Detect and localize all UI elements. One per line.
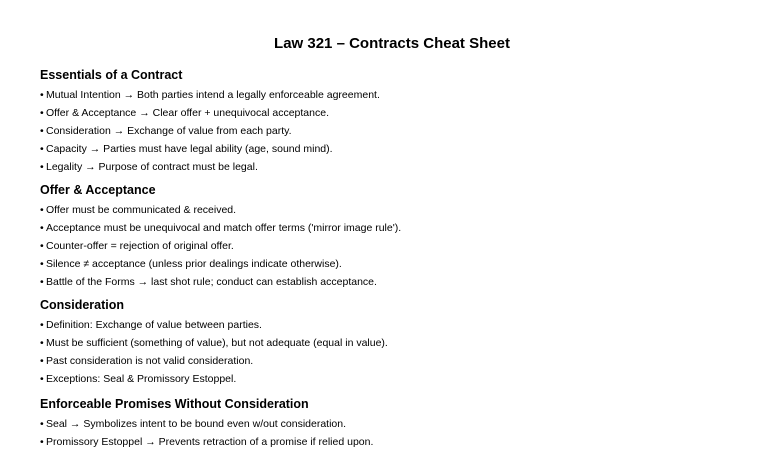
- list-item-text: Silence ≠ acceptance (unless prior dealings indicate otherwise).: [46, 258, 342, 270]
- section-heading: Enforceable Promises Without Consideration: [40, 397, 309, 411]
- list-item: [40, 201, 760, 219]
- list-item-text: Exceptions: Seal & Promissory Estoppel.: [46, 373, 237, 385]
- list-item-text: Capacity → Parties must have legal ability (age, sound mind).: [46, 143, 333, 155]
- list-item: [40, 370, 760, 388]
- list-item-text: Seal → Symbolizes intent to be bound even w/out consideration.: [46, 418, 347, 430]
- bullet-icon: •: [40, 373, 44, 385]
- bullet-icon: •: [40, 161, 44, 173]
- list-item: [40, 433, 760, 451]
- list-item: [40, 140, 760, 158]
- list-item: [40, 415, 760, 433]
- list-item-text: Past consideration is not valid consideration.: [46, 355, 254, 367]
- list-item: [40, 255, 760, 273]
- list-item-text: Counter-offer = rejection of original offer.: [46, 240, 234, 252]
- list-item: [40, 237, 760, 255]
- section-heading: Offer & Acceptance: [40, 183, 156, 197]
- list-item: [40, 352, 760, 370]
- list-item: [40, 104, 760, 122]
- list-item-text: Consideration → Exchange of value from each party.: [46, 125, 292, 137]
- bullet-icon: •: [40, 258, 44, 270]
- list-item-text: Legality → Purpose of contract must be legal.: [46, 161, 258, 173]
- bullet-list: [40, 316, 760, 388]
- list-item-text: Acceptance must be unequivocal and match offer terms ('mirror image rule').: [46, 222, 402, 234]
- list-item-text: Definition: Exchange of value between parties.: [46, 319, 262, 331]
- list-item-text: Offer must be communicated & received.: [46, 204, 237, 216]
- section-enforceable-promises: [40, 396, 760, 451]
- list-item: [40, 316, 760, 334]
- bullet-list: [40, 201, 760, 291]
- bullet-icon: •: [40, 204, 44, 216]
- list-item-text: Mutual Intention → Both parties intend a legally enforceable agreement.: [46, 89, 380, 101]
- bullet-icon: •: [40, 107, 44, 119]
- bullet-icon: •: [40, 418, 44, 430]
- document-title: Law 321 – Contracts Cheat Sheet: [274, 35, 510, 52]
- bullet-icon: •: [40, 89, 44, 101]
- section-consideration: [40, 297, 760, 388]
- bullet-icon: •: [40, 319, 44, 331]
- list-item: [40, 334, 760, 352]
- bullet-icon: •: [40, 222, 44, 234]
- bullet-list: [40, 86, 760, 176]
- bullet-icon: •: [40, 125, 44, 137]
- bullet-icon: •: [40, 436, 44, 448]
- bullet-icon: •: [40, 276, 44, 288]
- bullet-icon: •: [40, 143, 44, 155]
- bullet-icon: •: [40, 240, 44, 252]
- section-essentials: [40, 67, 760, 176]
- list-item: [40, 158, 760, 176]
- list-item: [40, 86, 760, 104]
- section-heading: Consideration: [40, 298, 125, 312]
- bullet-icon: •: [40, 337, 44, 349]
- list-item-text: Battle of the Forms → last shot rule; conduct can establish acceptance.: [46, 276, 377, 288]
- list-item: [40, 219, 760, 237]
- bullet-list: [40, 415, 760, 451]
- list-item: [40, 273, 760, 291]
- list-item: [40, 122, 760, 140]
- section-offer-acceptance: [40, 182, 760, 291]
- bullet-icon: •: [40, 355, 44, 367]
- list-item-text: Must be sufficient (something of value), but not adequate (equal in value).: [46, 337, 388, 349]
- list-item-text: Promissory Estoppel → Prevents retraction of a promise if relied upon.: [46, 436, 374, 448]
- list-item-text: Offer & Acceptance → Clear offer + unequivocal acceptance.: [46, 107, 329, 119]
- section-heading: Essentials of a Contract: [40, 68, 183, 82]
